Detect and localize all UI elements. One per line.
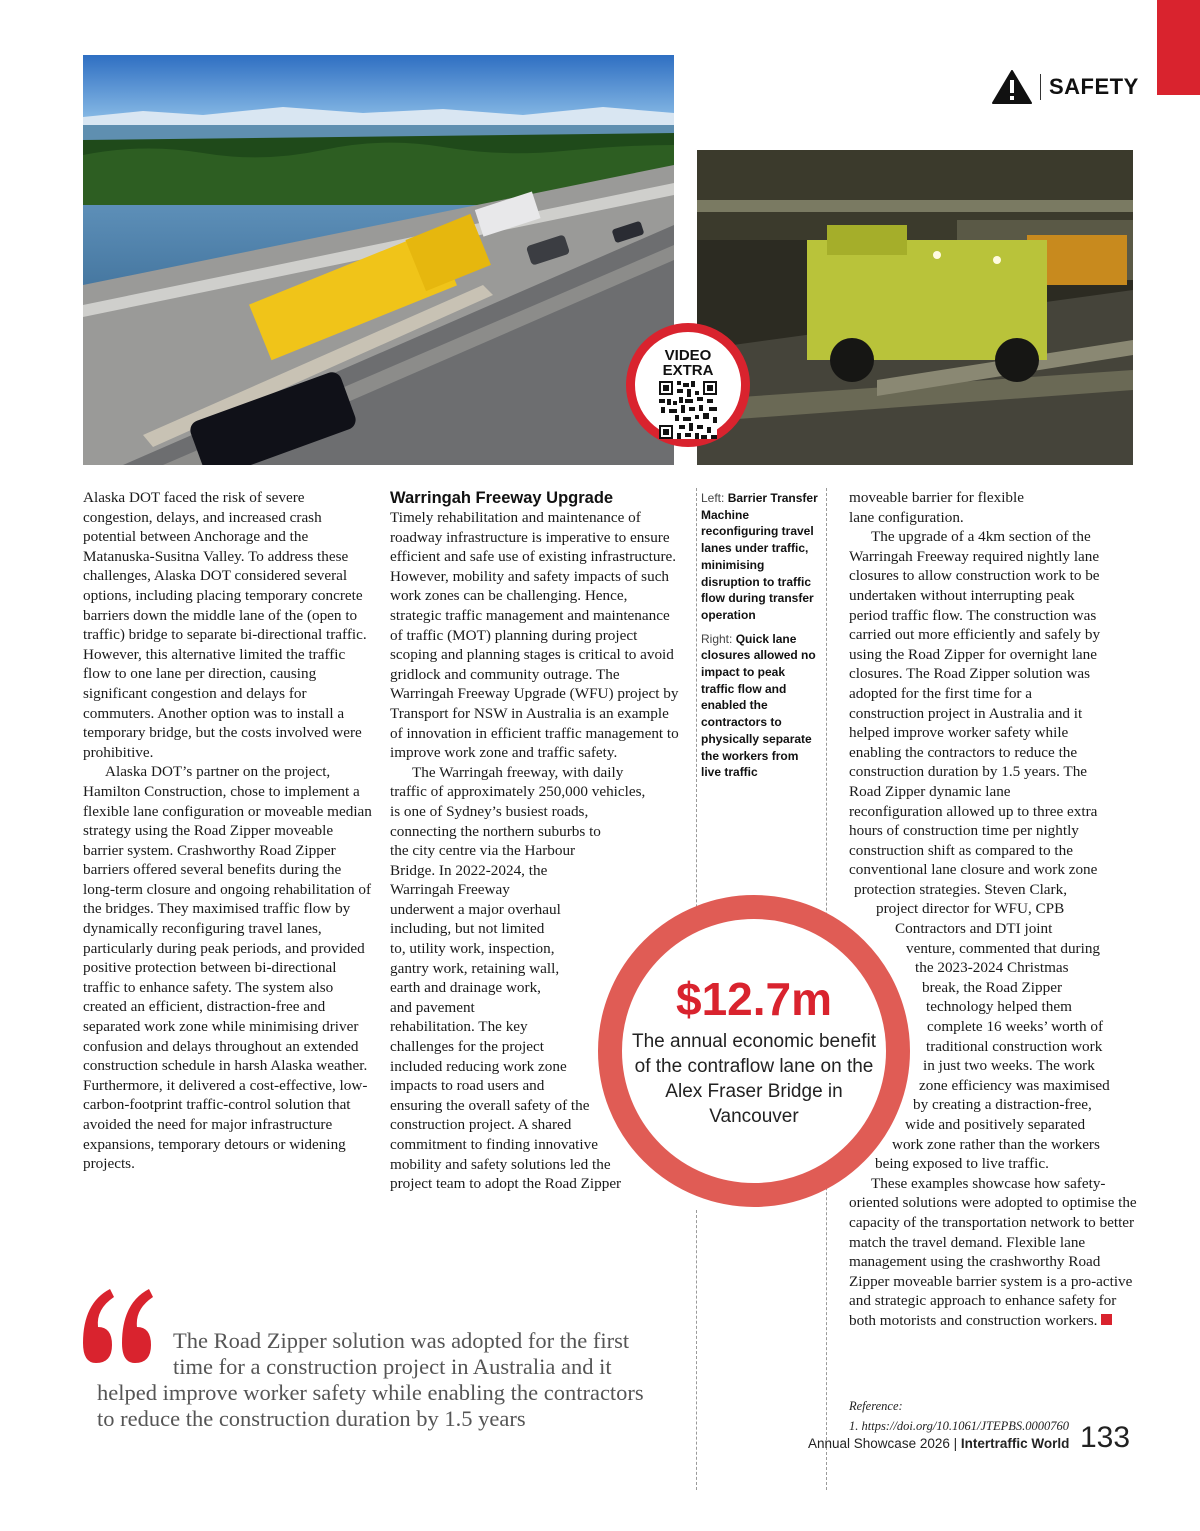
text-line: complete 16 weeks’ worth of [927, 1018, 1104, 1036]
video-badge-line1: VIDEO [664, 347, 712, 364]
caption-right [701, 631, 821, 781]
text-line: traditional construction work [926, 1037, 1103, 1055]
text-line: technology helped them [926, 998, 1072, 1016]
night-barrier-machine [807, 225, 1047, 382]
column-4 [849, 488, 1139, 1331]
stat-callout [598, 895, 910, 1207]
text-line: enabling the contractors to reduce the [849, 743, 1078, 761]
pull-quote [97, 1328, 677, 1432]
text-line: construction shift as compared to the [849, 841, 1073, 859]
text-line: helped improve worker safety while [849, 724, 1069, 742]
end-mark-icon [1101, 1314, 1112, 1325]
reference-block [849, 1396, 1069, 1436]
pull-quote-line: The Road Zipper solution was adopted for the first [173, 1328, 630, 1353]
text-line: gantry work, retaining wall, [390, 959, 560, 977]
text-line: zone efficiency was maximised [919, 1076, 1110, 1094]
text-line: period traffic flow. The construction was [849, 606, 1097, 624]
page-number: 133 [1080, 1421, 1131, 1454]
pull-quote-line: to reduce the construction duration by 1.5 years [97, 1406, 526, 1431]
section-label: SAFETY [1049, 74, 1139, 99]
text-line: to, utility work, inspection, [390, 940, 555, 958]
text-line: project director for WFU, CPB [876, 900, 1065, 918]
text-line: carried out more efficiently and safely by [849, 626, 1101, 644]
reference-link[interactable]: 1. https://doi.org/10.1061/JTEPBS.0000760 [849, 1419, 1070, 1433]
footer: Annual Showcase 2026 | Intertraffic World [808, 1436, 1070, 1451]
text-line: construction project. A shared [390, 1116, 572, 1134]
text-line: moveable barrier for flexible [849, 489, 1024, 506]
section-separator [1040, 74, 1041, 100]
text-line: and pavement [390, 998, 475, 1016]
photo-captions [701, 490, 821, 788]
text-line: The upgrade of a 4km section of the [871, 528, 1091, 546]
photo-night-freeway-machine [697, 150, 1133, 465]
text-line: included reducing work zone [390, 1057, 567, 1075]
video-extra-badge[interactable] [626, 323, 750, 447]
text-line: Bridge. In 2022-2024, the [390, 861, 548, 879]
caption-left-key: Left: [701, 491, 725, 505]
col1-paragraph-2: Alaska DOT’s partner on the project, Hamilton Construction, chose to implement a flexible lane configuration or moveable median strategy using the Road Zipper moveable barrier system. Crashworthy Road Zipper barriers offered several benefits during the long-term closure and ongoing rehabilitation of the bridges. They maximised traffic flow by dynamically reconfiguring travel lanes, particularly during peak periods, and provided positive protection between bi-directional traffic to enhance safety. The system also created an efficient, distraction-free and separated work zone while minimising driver confusion and delays throughout an extended construction schedule in harsh Alaska weather. Furthermore, it delivered a cost-effective, low-carbon-footprint traffic-control solution that avoided the need for major infrastructure expansions, temporary detours or widening projects. [83, 763, 372, 1173]
text-line: The Warringah freeway, with daily [412, 763, 624, 781]
footer-brand: Intertraffic World [960, 1436, 1070, 1451]
text-line: protection strategies. Steven Clark, [854, 880, 1067, 898]
caption-right-text: Quick lane closures allowed no impact to peak traffic flow and enabled the contractors to physically separate the workers from live traffic [701, 631, 816, 780]
text-line: project team to adopt the Road Zipper [390, 1175, 622, 1193]
stat-value: $12.7m [675, 973, 832, 1025]
text-line: commitment to finding innovative [390, 1136, 598, 1153]
text-line: including, but not limited [390, 920, 545, 938]
text-line: hours of construction time per nightly [849, 822, 1079, 840]
text-line: Contractors and DTI joint [895, 920, 1053, 938]
text-line: being exposed to live traffic. [875, 1155, 1049, 1173]
text-line: lane configuration. [849, 508, 964, 526]
col4-paragraph-3-text: These examples showcase how safety-oriented solutions were adopted to optimise the capacity of the transportation network to better match the travel demand. Flexible lane management using the crashworthy Road Zipper moveable barrier system is a pro-active and strategic approach to enhance safety for both motorists and construction workers. [849, 1174, 1137, 1329]
caption-left-text: Barrier Transfer Machine reconfiguring travel lanes under traffic, minimising disruption to traffic flow during transfer operation [701, 491, 818, 622]
col1-paragraph-1: Alaska DOT faced the risk of severe congestion, delays, and increased crash potential between Anchorage and the Matanuska-Susitna Valley. To address these challenges, Alaska DOT considered several options, including placing temporary concrete barriers down the middle lane of the (open to traffic) bridge to separate bi-directional traffic. However, this alternative limited the traffic flow to one lane per direction, causing significant congestion and delays for commuters. Another option was to install a temporary bridge, but the costs involved were prohibitive. [83, 489, 367, 761]
footer-publication: Annual Showcase 2026 [808, 1436, 950, 1451]
text-line: mobility and safety solutions led the [390, 1155, 611, 1173]
caption-right-key: Right: [701, 631, 733, 646]
text-line: underwent a major overhaul [390, 900, 561, 918]
pull-quote-line: time for a construction project in Australia and it [173, 1354, 612, 1379]
stat-description: The annual economic benefit of the contraflow lane on the Alex Fraser Bridge in Vancouver [632, 1031, 876, 1127]
column-divider-left-lower [696, 1210, 697, 1490]
pull-quote-line: helped improve worker safety while enabling the contractors [97, 1380, 644, 1405]
text-line: challenges for the project [390, 1038, 544, 1056]
text-line: construction project in Australia and it [849, 704, 1083, 722]
text-line: connecting the northern suburbs to [390, 822, 601, 840]
text-line: the 2023-2024 Christmas [915, 959, 1069, 977]
text-line: using the Road Zipper for overnight lane [849, 645, 1097, 663]
red-corner-tab [1157, 0, 1200, 95]
text-line: reconfiguration allowed up to three extra [849, 802, 1098, 820]
text-line: wide and positively separated [905, 1116, 1086, 1133]
text-line: conventional lane closure and work zone [849, 861, 1098, 879]
text-line: adopted for the first time for a [849, 684, 1033, 702]
text-line: construction duration by 1.5 years. The [849, 763, 1088, 781]
text-line: undertaken without interrupting peak [849, 586, 1075, 604]
text-line: break, the Road Zipper [922, 978, 1063, 996]
text-line: traffic of approximately 250,000 vehicles, [390, 783, 646, 801]
text-line: is one of Sydney’s busiest roads, [390, 802, 589, 820]
text-line: earth and drainage work, [390, 979, 541, 997]
photo-bridge-barrier-machine [83, 55, 674, 465]
caption-left [701, 490, 821, 624]
col2-paragraph-2 [390, 763, 680, 783]
text-line: work zone rather than the workers [892, 1135, 1100, 1153]
text-line: ensuring the overall safety of the [390, 1096, 590, 1114]
text-line: rehabilitation. The key [390, 1018, 528, 1036]
section-header [992, 70, 1139, 104]
column-1 [83, 488, 373, 1174]
text-line: closures. The Road Zipper solution was [849, 665, 1090, 683]
video-badge-line2: EXTRA [662, 362, 714, 379]
col4-paragraph-3 [849, 1174, 1139, 1331]
text-line: impacts to road users and [390, 1077, 545, 1095]
warning-triangle-icon [992, 70, 1032, 104]
text-line: the city centre via the Harbour [390, 842, 576, 860]
text-line: Warringah Freeway [390, 881, 510, 899]
col2-paragraph-1: Timely rehabilitation and maintenance of roadway infrastructure is imperative to ensure efficient and safe use of existing infrastructure. However, mobility and safety impacts of such work zones can be challenging. Hence, strategic traffic management and maintenance of traffic (MOT) planning during project scoping and planning stages is critical to avoid gridlock and community outrage. The Warringah Freeway Upgrade (WFU) project by Transport for NSW in Australia is an example of innovation in efficient traffic management to improve work zone and traffic safety. [390, 509, 679, 762]
text-line: Road Zipper dynamic lane [849, 782, 1011, 800]
warringah-heading: Warringah Freeway Upgrade [390, 489, 614, 507]
reference-heading: Reference: [849, 1399, 903, 1413]
text-line: closures to allow construction work to be [849, 567, 1100, 585]
qr-code-icon[interactable] [659, 381, 717, 439]
text-line: venture, commented that during [906, 939, 1101, 957]
text-line: by creating a distraction-free, [913, 1096, 1092, 1114]
text-line: Warringah Freeway required nightly lane [849, 547, 1100, 565]
text-line: in just two weeks. The work [923, 1057, 1095, 1075]
